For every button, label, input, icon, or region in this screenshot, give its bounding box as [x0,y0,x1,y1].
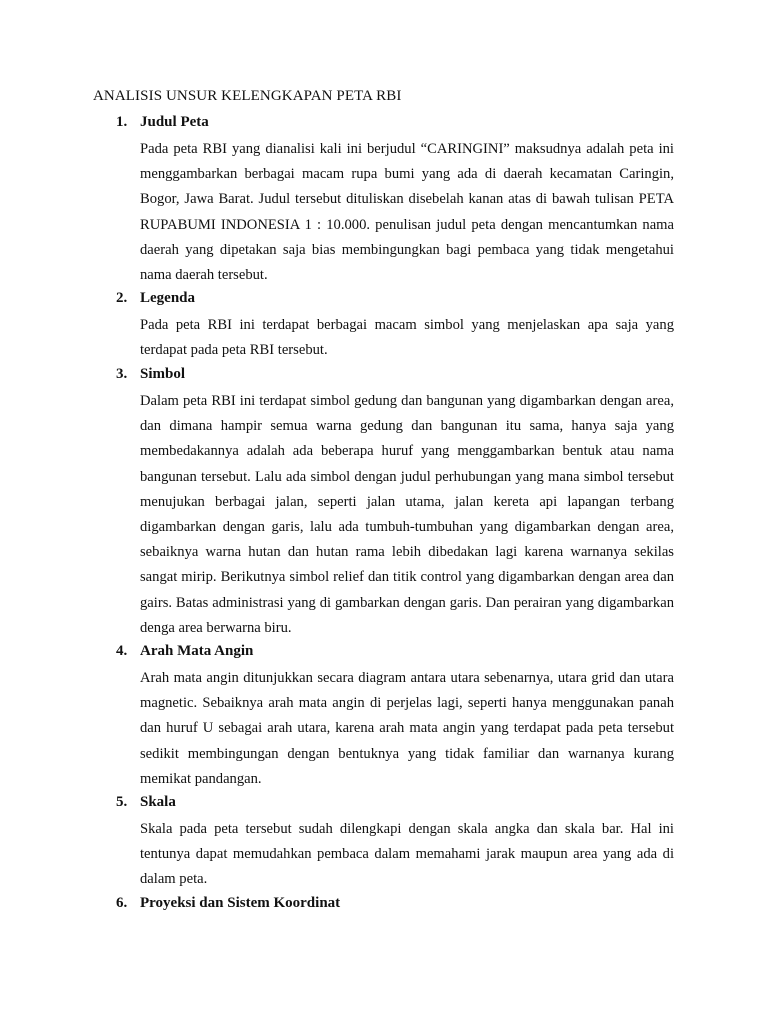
section-heading: Arah Mata Angin [140,643,254,659]
section-heading: Judul Peta [140,114,209,130]
section-heading: Legenda [140,290,196,306]
section-paragraph: Skala pada peta tersebut sudah dilengkapi dengan skala angka dan skala bar. Hal ini tentunya dapat memudahkan pembaca dalam memahami jarak maupun area yang ada di dalam peta. [140,821,674,888]
section-paragraph: Dalam peta RBI ini terdapat simbol gedung dan bangunan yang digambarkan dengan area, dan dimana hampir semua warna gedung dan bangunan itu sama, hanya saja yang membedakannya adalah ada beberapa huruf yang menggambarkan bentuk atau nama bangunan tersebut. Lalu ada simbol dengan judul perhubungan yang mana simbol tersebut menujukan berbagai jalan, seperti jalan utama, jalan kereta api lapangan terbang digambarkan dengan garis, lalu ada tumbuh-tumbuhan yang digambarkan dengan area, sebaiknya warna hutan dan hutan rama lebih dibedakan lagi karena warnanya sekilas sangat mirip. Berikutnya simbol relief dan titik control yang digambarkan dengan area dan gairs. Batas administrasi yang di gambarkan dengan garis. Dan perairan yang digambarkan denga area berwarna biru. [140,393,674,636]
section-heading: Simbol [140,366,186,382]
section-heading: Proyeksi dan Sistem Koordinat [140,895,341,911]
section-number: 4. [116,643,128,659]
section-paragraph: Pada peta RBI ini terdapat berbagai macam simbol yang menjelaskan apa saja yang terdapat pada peta RBI tersebut. [140,317,674,359]
section-paragraph: Arah mata angin ditunjukkan secara diagram antara utara sebenarnya, utara grid dan utara magnetic. Sebaiknya arah mata angin di perjelas lagi, seperti hanya menggunakan panah dan huruf U sebagai arah utara, karena arah mata angin yang terdapat pada peta tersebut sedikit membingungan dengan bentuknya yang tidak familiar dan warnanya kurang memikat pandangan. [140,670,674,787]
section-number: 3. [116,366,128,382]
document-title: ANALISIS UNSUR KELENGKAPAN PETA RBI [93,88,402,104]
section-heading: Skala [140,794,176,810]
section-number: 6. [116,895,128,911]
section-number: 5. [116,794,128,810]
section-paragraph: Pada peta RBI yang dianalisi kali ini berjudul “CARINGINI” maksudnya adalah peta ini menggambarkan berbagai macam rupa bumi yang ada di daerah kecamatan Caringin, Bogor, Jawa Barat. Judul tersebut dituliskan disebelah kanan atas di bawah tulisan PETA RUPABUMI INDONESIA 1 : 10.000. penulisan judul peta dengan mencantumkan nama daerah yang dipetakan saja bias membingungkan bagi pembaca yang tidak mengetahui nama daerah tersebut. [140,141,674,284]
section-number: 2. [116,290,128,306]
section-number: 1. [116,114,128,130]
